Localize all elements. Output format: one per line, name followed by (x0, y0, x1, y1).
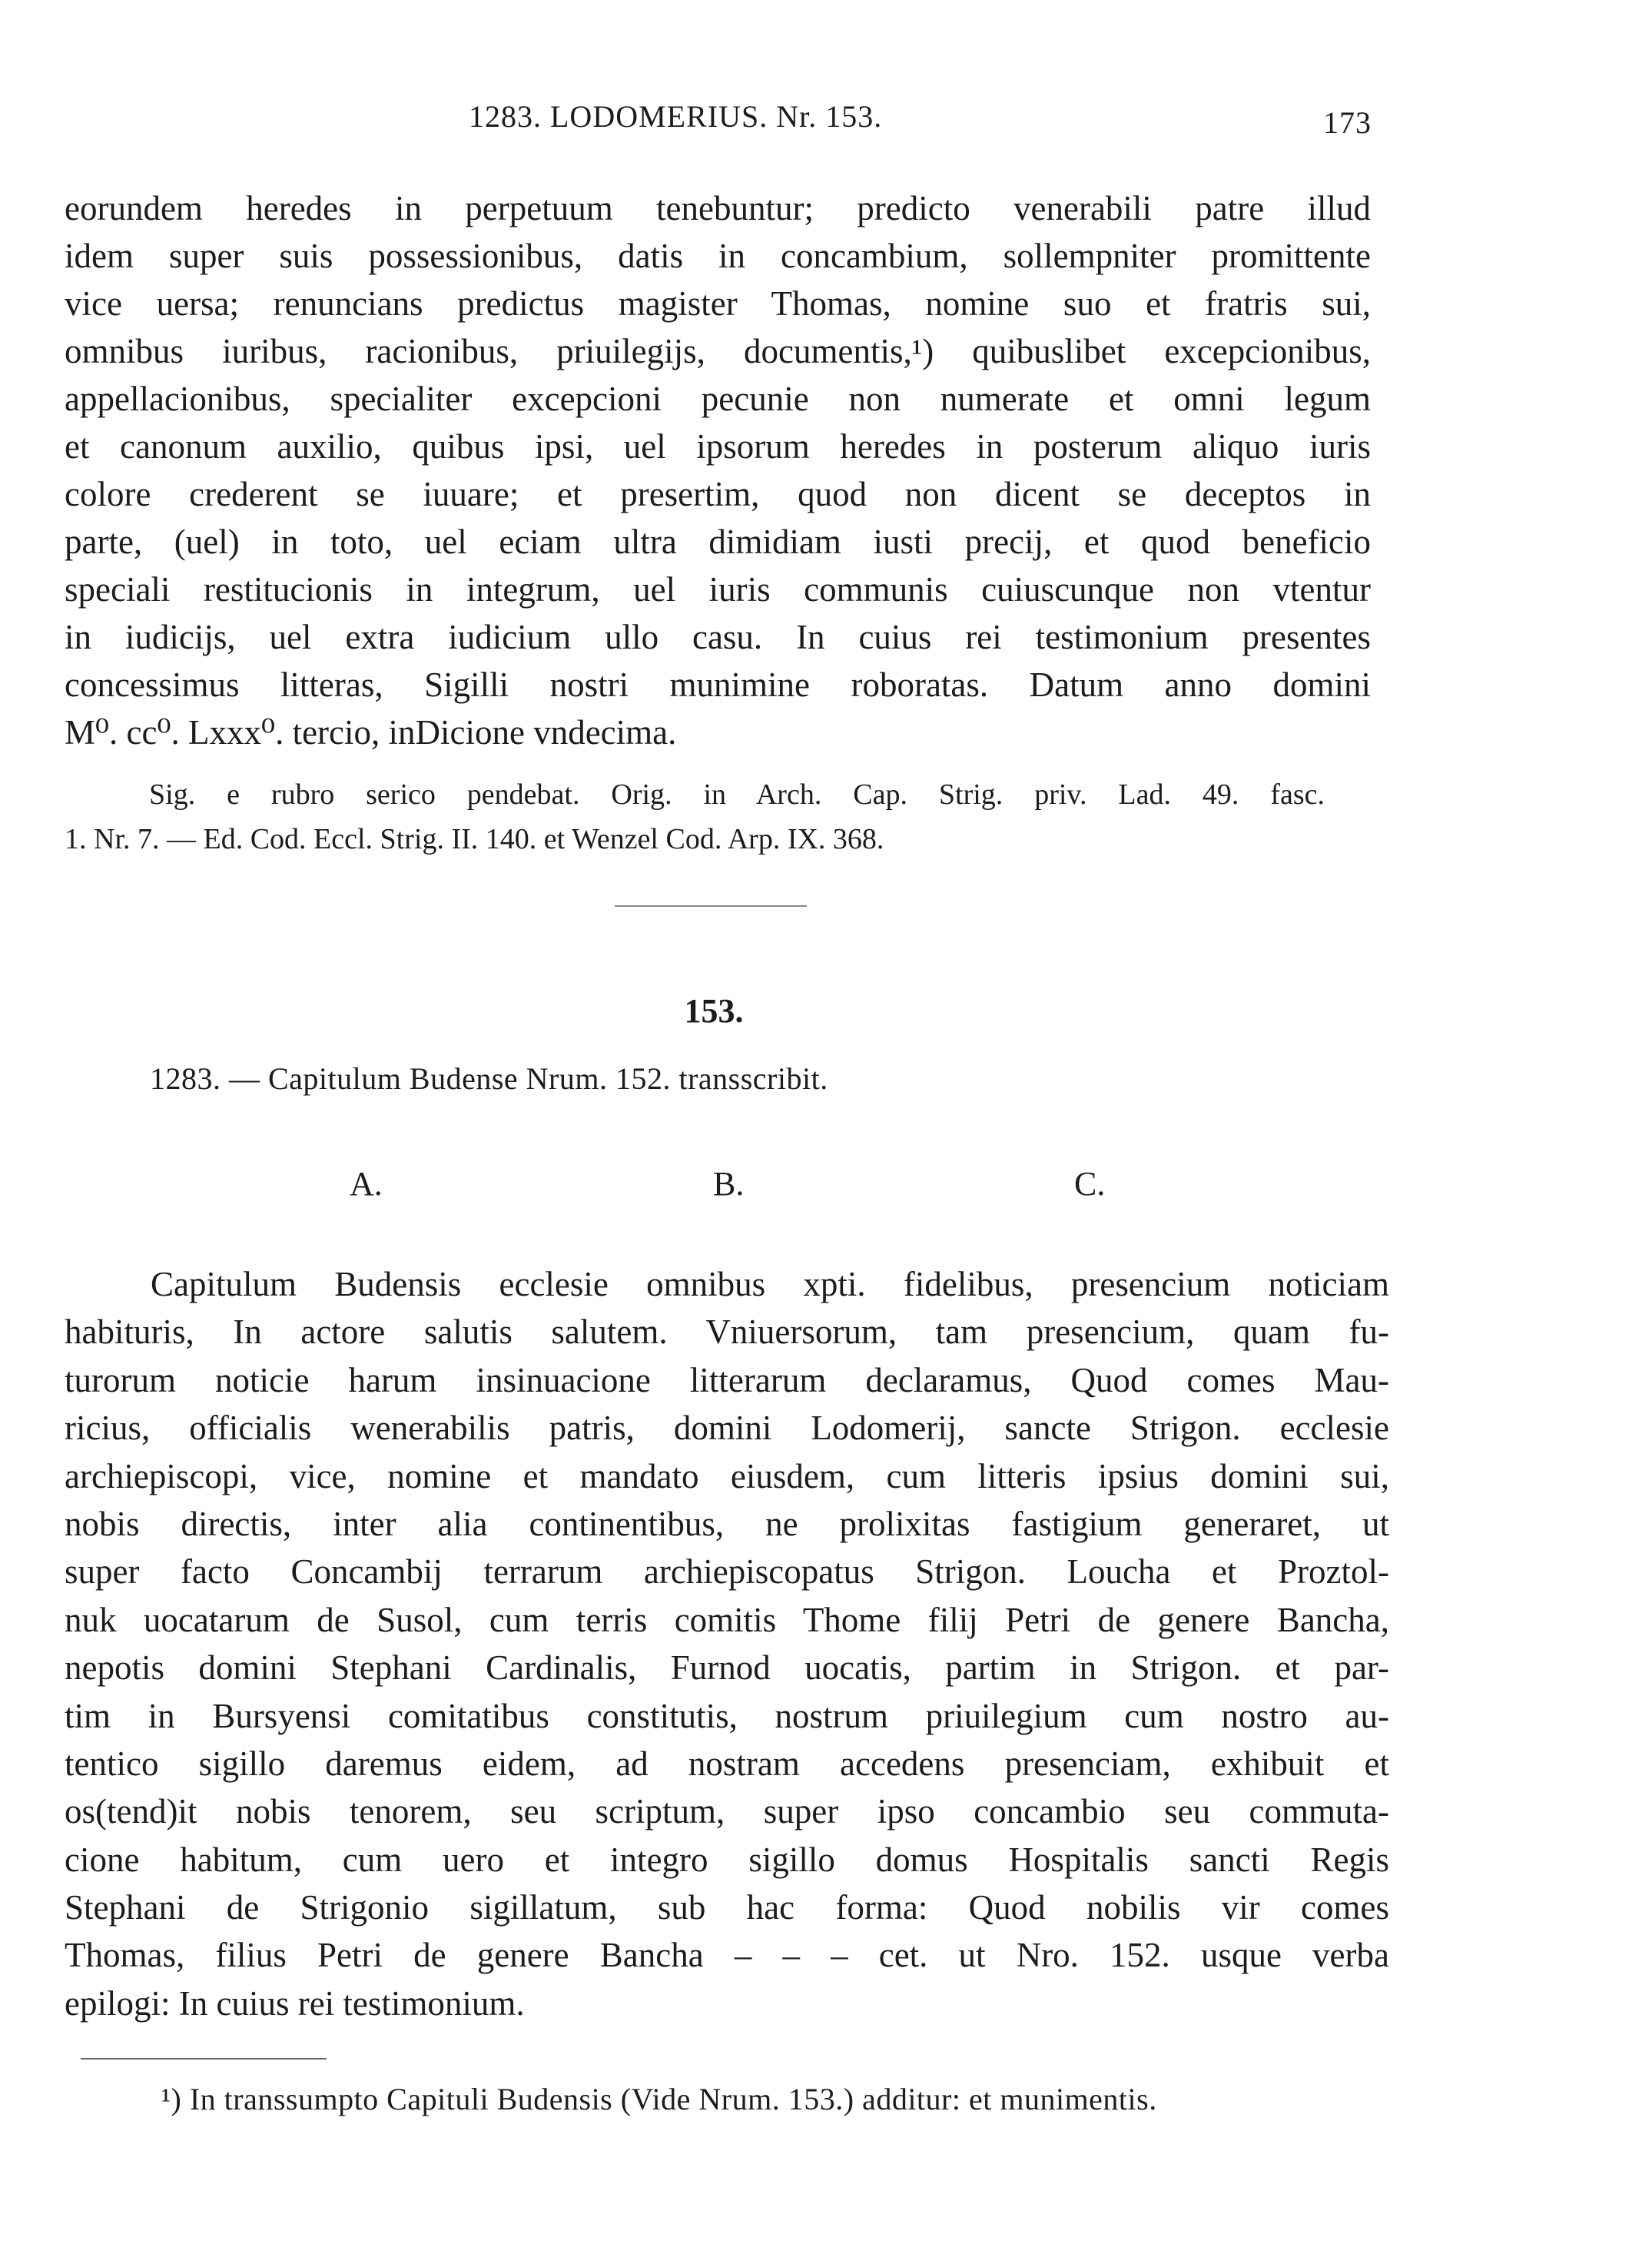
charter-line: tim in Bursyensi comitatibus constitutis, nostrum priuilegium cum nostro au- (65, 1696, 1389, 1735)
charter-line: nuk uocatarum de Susol, cum terris comitis Thome filij Petri de genere Bancha, (65, 1600, 1389, 1639)
section-divider (615, 905, 799, 907)
charter-line: Capitulum Budensis ecclesie omnibus xpti. fidelibus, presencium noticiam (151, 1265, 1389, 1303)
text-line: in iudicijs, uel extra iudicium ullo casu. In cuius rei testimonium presentes (65, 618, 1371, 656)
charter-line: Stephani de Strigonio sigillatum, sub hac forma: Quod nobilis vir comes (65, 1888, 1389, 1927)
charter-line: Thomas, filius Petri de genere Bancha – – – cet. ut Nro. 152. usque verba (65, 1936, 1389, 1975)
text-line: omnibus iuribus, racionibus, priuilegijs, documentis,¹) quibuslibet excepcionibus, (65, 332, 1371, 370)
footnote-text: In transsumpto Capituli Budensis (Vide Nrum. 153.) additur: et munimentis. (189, 2082, 1157, 2116)
version-a: A. (350, 1165, 383, 1203)
version-labels (0, 1164, 1652, 1210)
charter-line: nepotis domini Stephani Cardinalis, Furnod uocatis, partim in Strigon. et par- (65, 1648, 1389, 1688)
text-line: vice uersa; renuncians predictus magister Thomas, nomine suo et fratris sui, (65, 284, 1371, 323)
text-line: parte, (uel) in toto, uel eciam ultra dimidiam iusti precij, et quod beneficio (65, 523, 1371, 561)
source-line: 1. Nr. 7. — Ed. Cod. Eccl. Strig. II. 140. et Wenzel Cod. Arp. IX. 368. (65, 823, 884, 855)
charter-line: epilogi: In cuius rei testimonium. (65, 1983, 525, 2023)
version-b: B. (713, 1165, 745, 1203)
charter-line: super facto Concambij terrarum archiepiscopatus Strigon. Loucha et Proztol- (65, 1552, 1389, 1592)
text-line: et canonum auxilio, quibus ipsi, uel ipsorum heredes in posterum aliquo iuris (65, 427, 1371, 466)
version-c: C. (1074, 1165, 1106, 1203)
charter-line: tentico sigillo daremus eidem, ad nostram accedens presenciam, exhibuit et (65, 1744, 1389, 1783)
charter-line: archiepiscopi, vice, nomine et mandato eiusdem, cum litteris ipsius domini sui, (65, 1456, 1389, 1495)
text-line: eorundem heredes in perpetuum tenebuntur; predicto venerabili patre illud (65, 189, 1371, 227)
source-note (65, 772, 1325, 861)
charter-line: nobis directis, inter alia continentibus, ne prolixitas fastigium generaret, ut (65, 1504, 1389, 1543)
source-line: Sig. e rubro serico pendebat. Orig. in Arch. Cap. Strig. priv. Lad. 49. fasc. (149, 778, 1325, 811)
footnote (161, 2081, 1157, 2117)
charter-text (65, 1260, 1389, 2027)
continuation-text (65, 184, 1371, 756)
footnote-marker: ¹) (161, 2082, 182, 2116)
text-line: speciali restitucionis in integrum, uel iuris communis cuiuscunque non vtentur (65, 570, 1371, 609)
charter-line: cione habitum, cum uero et integro sigillo domus Hospitalis sancti Regis (65, 1840, 1389, 1879)
charter-line: habituris, In actore salutis salutem. Vniuersorum, tam presencium, quam fu- (65, 1313, 1389, 1352)
footnote-rule (81, 2058, 327, 2060)
text-line: colore crederent se iuuare; et presertim, quod non dicent se deceptos in (65, 475, 1371, 513)
running-title: 1283. LODOMERIUS. Nr. 153. (469, 99, 883, 134)
document-number: 153. (684, 992, 744, 1030)
charter-line: turorum noticie harum insinuacione litterarum declaramus, Quod comes Mau- (65, 1360, 1389, 1399)
text-line: appellacionibus, specialiter excepcioni pecunie non numerate et omni legum (65, 380, 1371, 418)
text-line: M⁰. cc⁰. Lxxx⁰. tercio, inDicione vndecima. (65, 713, 677, 752)
charter-line: os(tend)it nobis tenorem, seu scriptum, super ipso concambio seu commuta- (65, 1792, 1389, 1831)
charter-line: ricius, officialis wenerabilis patris, domini Lodomerij, sancte Strigon. ecclesie (65, 1409, 1389, 1448)
text-line: concessimus litteras, Sigilli nostri munimine roboratas. Datum anno domini (65, 665, 1371, 704)
text-line: idem super suis possessionibus, datis in concambium, sollempniter promittente (65, 237, 1371, 275)
section-divider-dash (776, 905, 807, 907)
page-number: 173 (1323, 105, 1372, 140)
document-summary: 1283. — Capitulum Budense Nrum. 152. transscribit. (150, 1061, 828, 1096)
page-header (0, 98, 1652, 144)
